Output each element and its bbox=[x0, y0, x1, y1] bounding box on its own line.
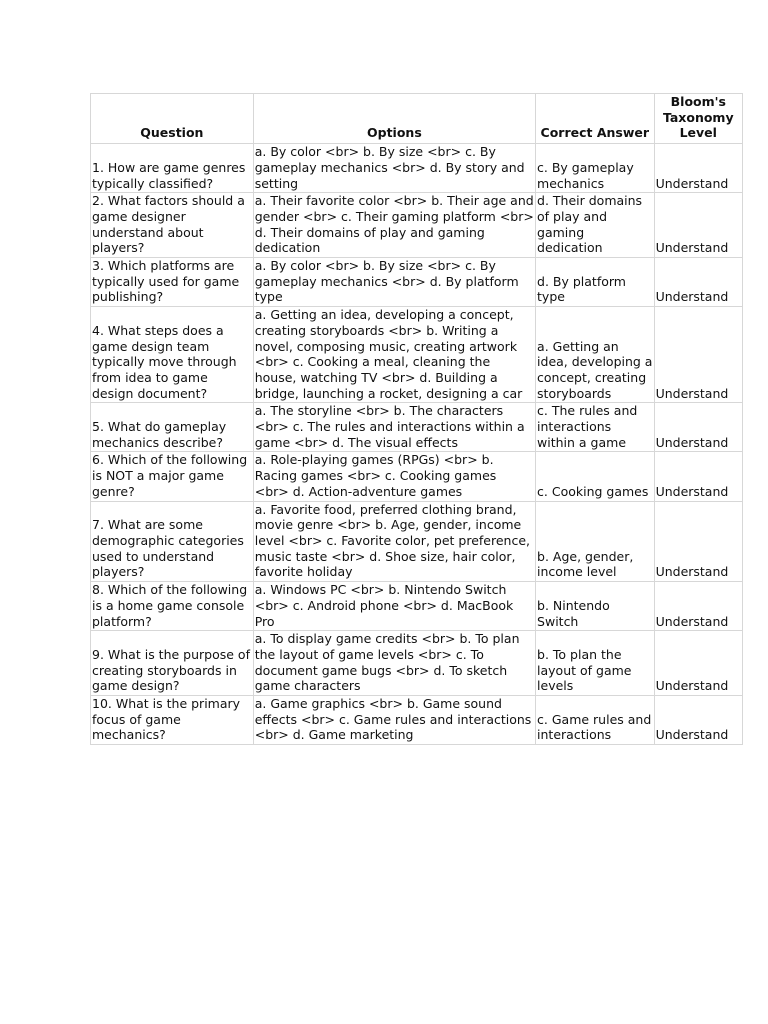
options-cell: a. By color <br> b. By size <br> c. By gameplay mechanics <br> d. By platform type bbox=[253, 258, 535, 307]
question-cell: 7. What are some demographic categories used to understand players? bbox=[91, 501, 254, 582]
answer-cell: a. Getting an idea, developing a concept, creating storyboards bbox=[536, 307, 655, 403]
bloom-cell: Understand bbox=[654, 403, 742, 452]
options-cell: a. To display game credits <br> b. To plan the layout of game levels <br> c. To document game bugs <br> d. To sketch game characters bbox=[253, 631, 535, 696]
header-question: Question bbox=[91, 94, 254, 144]
question-cell: 5. What do gameplay mechanics describe? bbox=[91, 403, 254, 452]
question-cell: 3. Which platforms are typically used for game publishing? bbox=[91, 258, 254, 307]
quiz-table bbox=[90, 93, 743, 745]
bloom-cell: Understand bbox=[654, 696, 742, 745]
question-cell: 10. What is the primary focus of game mechanics? bbox=[91, 696, 254, 745]
table-row bbox=[91, 307, 743, 403]
table-row bbox=[91, 582, 743, 631]
header-correct-answer: Correct Answer bbox=[536, 94, 655, 144]
table-row bbox=[91, 452, 743, 501]
options-cell: a. Windows PC <br> b. Nintendo Switch <br> c. Android phone <br> d. MacBook Pro bbox=[253, 582, 535, 631]
answer-cell: c. Cooking games bbox=[536, 452, 655, 501]
answer-cell: c. The rules and interactions within a game bbox=[536, 403, 655, 452]
answer-cell: c. By gameplay mechanics bbox=[536, 144, 655, 193]
options-cell: a. Role-playing games (RPGs) <br> b. Racing games <br> c. Cooking games <br> d. Action-adventure games bbox=[253, 452, 535, 501]
table-row bbox=[91, 144, 743, 193]
question-cell: 1. How are game genres typically classified? bbox=[91, 144, 254, 193]
bloom-cell: Understand bbox=[654, 452, 742, 501]
answer-cell: c. Game rules and interactions bbox=[536, 696, 655, 745]
table-row bbox=[91, 501, 743, 582]
question-cell: 9. What is the purpose of creating storyboards in game design? bbox=[91, 631, 254, 696]
table-row bbox=[91, 193, 743, 258]
bloom-cell: Understand bbox=[654, 307, 742, 403]
answer-cell: d. Their domains of play and gaming dedication bbox=[536, 193, 655, 258]
table-row bbox=[91, 258, 743, 307]
options-cell: a. Getting an idea, developing a concept, creating storyboards <br> b. Writing a novel, composing music, creating artwork <br> c. Cooking a meal, cleaning the house, watching TV <br> d. Building a bridge, launching a rocket, designing a car bbox=[253, 307, 535, 403]
table-row bbox=[91, 403, 743, 452]
bloom-cell: Understand bbox=[654, 631, 742, 696]
question-cell: 4. What steps does a game design team typically move through from idea to game design document? bbox=[91, 307, 254, 403]
options-cell: a. Favorite food, preferred clothing brand, movie genre <br> b. Age, gender, income level <br> c. Favorite color, pet preference, music taste <br> d. Shoe size, hair color, favorite holiday bbox=[253, 501, 535, 582]
question-cell: 2. What factors should a game designer understand about players? bbox=[91, 193, 254, 258]
options-cell: a. The storyline <br> b. The characters <br> c. The rules and interactions within a game <br> d. The visual effects bbox=[253, 403, 535, 452]
header-options: Options bbox=[253, 94, 535, 144]
bloom-cell: Understand bbox=[654, 501, 742, 582]
table-row bbox=[91, 696, 743, 745]
table-row bbox=[91, 631, 743, 696]
answer-cell: b. Nintendo Switch bbox=[536, 582, 655, 631]
bloom-cell: Understand bbox=[654, 258, 742, 307]
bloom-cell: Understand bbox=[654, 193, 742, 258]
options-cell: a. By color <br> b. By size <br> c. By gameplay mechanics <br> d. By story and setting bbox=[253, 144, 535, 193]
header-row bbox=[91, 94, 743, 144]
options-cell: a. Their favorite color <br> b. Their age and gender <br> c. Their gaming platform <br> d. Their domains of play and gaming dedication bbox=[253, 193, 535, 258]
options-cell: a. Game graphics <br> b. Game sound effects <br> c. Game rules and interactions <br> d. Game marketing bbox=[253, 696, 535, 745]
question-cell: 8. Which of the following is a home game console platform? bbox=[91, 582, 254, 631]
header-blooms-level: Bloom's Taxonomy Level bbox=[654, 94, 742, 144]
bloom-cell: Understand bbox=[654, 582, 742, 631]
answer-cell: b. To plan the layout of game levels bbox=[536, 631, 655, 696]
answer-cell: d. By platform type bbox=[536, 258, 655, 307]
question-cell: 6. Which of the following is NOT a major game genre? bbox=[91, 452, 254, 501]
bloom-cell: Understand bbox=[654, 144, 742, 193]
answer-cell: b. Age, gender, income level bbox=[536, 501, 655, 582]
